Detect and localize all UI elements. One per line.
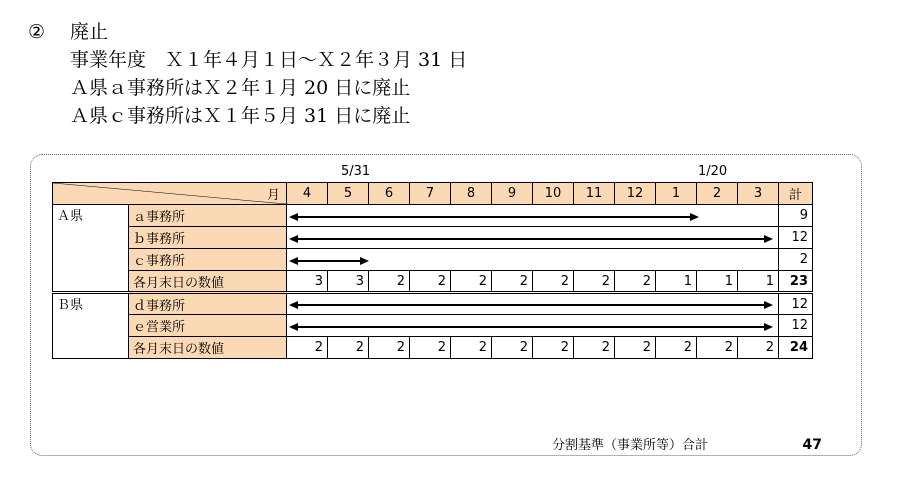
period-arrow: [291, 326, 771, 328]
grand-total: [552, 434, 822, 453]
office-b-period: [287, 227, 779, 249]
month-value: 2: [328, 337, 369, 359]
office-b-label: ｂ事務所: [129, 227, 287, 249]
grand-total-value: 47: [802, 437, 822, 453]
office-e-label: ｅ営業所: [129, 315, 287, 337]
period-arrow: [291, 238, 771, 240]
table-row: [53, 271, 813, 293]
table-row: [53, 249, 813, 271]
month-header: 5: [328, 183, 369, 205]
corner-label: 月: [266, 188, 280, 203]
month-header: 1: [656, 183, 697, 205]
month-value: 2: [656, 337, 697, 359]
month-header: 12: [615, 183, 656, 205]
month-value: 2: [451, 337, 492, 359]
month-value: 2: [287, 337, 328, 359]
period-arrow: [291, 260, 367, 262]
month-value: 2: [574, 271, 615, 293]
month-header: 2: [697, 183, 738, 205]
month-value: 2: [451, 271, 492, 293]
fiscal-year-line: 事業年度 Ｘ１年４月１日〜Ｘ２年３月 31 日: [70, 49, 468, 71]
month-value: 1: [656, 271, 697, 293]
office-e-period: [287, 315, 779, 337]
office-a-label: ａ事務所: [129, 205, 287, 227]
month-header: 10: [533, 183, 574, 205]
office-a-period: [287, 205, 779, 227]
month-value: 2: [574, 337, 615, 359]
month-value: 2: [492, 337, 533, 359]
month-value: 2: [615, 271, 656, 293]
diagonal-line: [53, 183, 286, 204]
month-value: 2: [410, 271, 451, 293]
month-value: 2: [697, 337, 738, 359]
table-row: [53, 293, 813, 315]
grand-total-label: 分割基準（事業所等）合計: [552, 438, 709, 453]
month-value: 2: [615, 337, 656, 359]
allocation-table: [52, 182, 813, 359]
month-header: 6: [369, 183, 410, 205]
office-b-total: 12: [779, 227, 813, 249]
table-row: [53, 205, 813, 227]
month-value: 2: [369, 337, 410, 359]
office-a-total: 9: [779, 205, 813, 227]
month-header: 11: [574, 183, 615, 205]
table-row: [53, 315, 813, 337]
closure-c-line: Ａ県ｃ事務所はＸ１年５月 31 日に廃止: [70, 105, 411, 127]
table-row: [53, 337, 813, 359]
office-e-total: 12: [779, 315, 813, 337]
item-number: ②: [28, 21, 46, 43]
office-c-period: [287, 249, 779, 271]
month-header: 4: [287, 183, 328, 205]
item-title: 廃止: [70, 21, 109, 43]
office-c-total: 2: [779, 249, 813, 271]
month-value: 3: [287, 271, 328, 293]
month-value: 2: [410, 337, 451, 359]
month-value: 1: [697, 271, 738, 293]
period-arrow: [291, 304, 771, 306]
month-header-row: [53, 183, 813, 205]
date-markers: [0, 164, 906, 182]
office-d-total: 12: [779, 293, 813, 315]
month-value: 2: [533, 337, 574, 359]
monthly-sum-b-label: 各月末日の数値: [129, 337, 287, 359]
corner-cell: [53, 183, 287, 205]
month-value: 2: [369, 271, 410, 293]
prefecture-a-label: Ａ県: [53, 205, 129, 293]
total-header: 計: [779, 183, 813, 205]
sum-b-total: 24: [779, 337, 813, 359]
sum-a-total: 23: [779, 271, 813, 293]
month-value: 2: [738, 337, 779, 359]
prefecture-b-label: Ｂ県: [53, 293, 129, 359]
month-value: 2: [533, 271, 574, 293]
month-value: 3: [328, 271, 369, 293]
office-d-period: [287, 293, 779, 315]
closure-a-line: Ａ県ａ事務所はＸ２年１月 20 日に廃止: [70, 77, 411, 99]
marker-1-20: 1/20: [698, 164, 728, 179]
month-value: 1: [738, 271, 779, 293]
month-value: 2: [492, 271, 533, 293]
month-header: 3: [738, 183, 779, 205]
month-header: 8: [451, 183, 492, 205]
monthly-sum-a-label: 各月末日の数値: [129, 271, 287, 293]
marker-5-31: 5/31: [341, 164, 371, 179]
month-header: 9: [492, 183, 533, 205]
office-c-label: ｃ事務所: [129, 249, 287, 271]
month-header: 7: [410, 183, 451, 205]
table-row: [53, 227, 813, 249]
header-section: [28, 18, 467, 130]
office-d-label: ｄ事務所: [129, 293, 287, 315]
period-arrow: [291, 216, 697, 218]
